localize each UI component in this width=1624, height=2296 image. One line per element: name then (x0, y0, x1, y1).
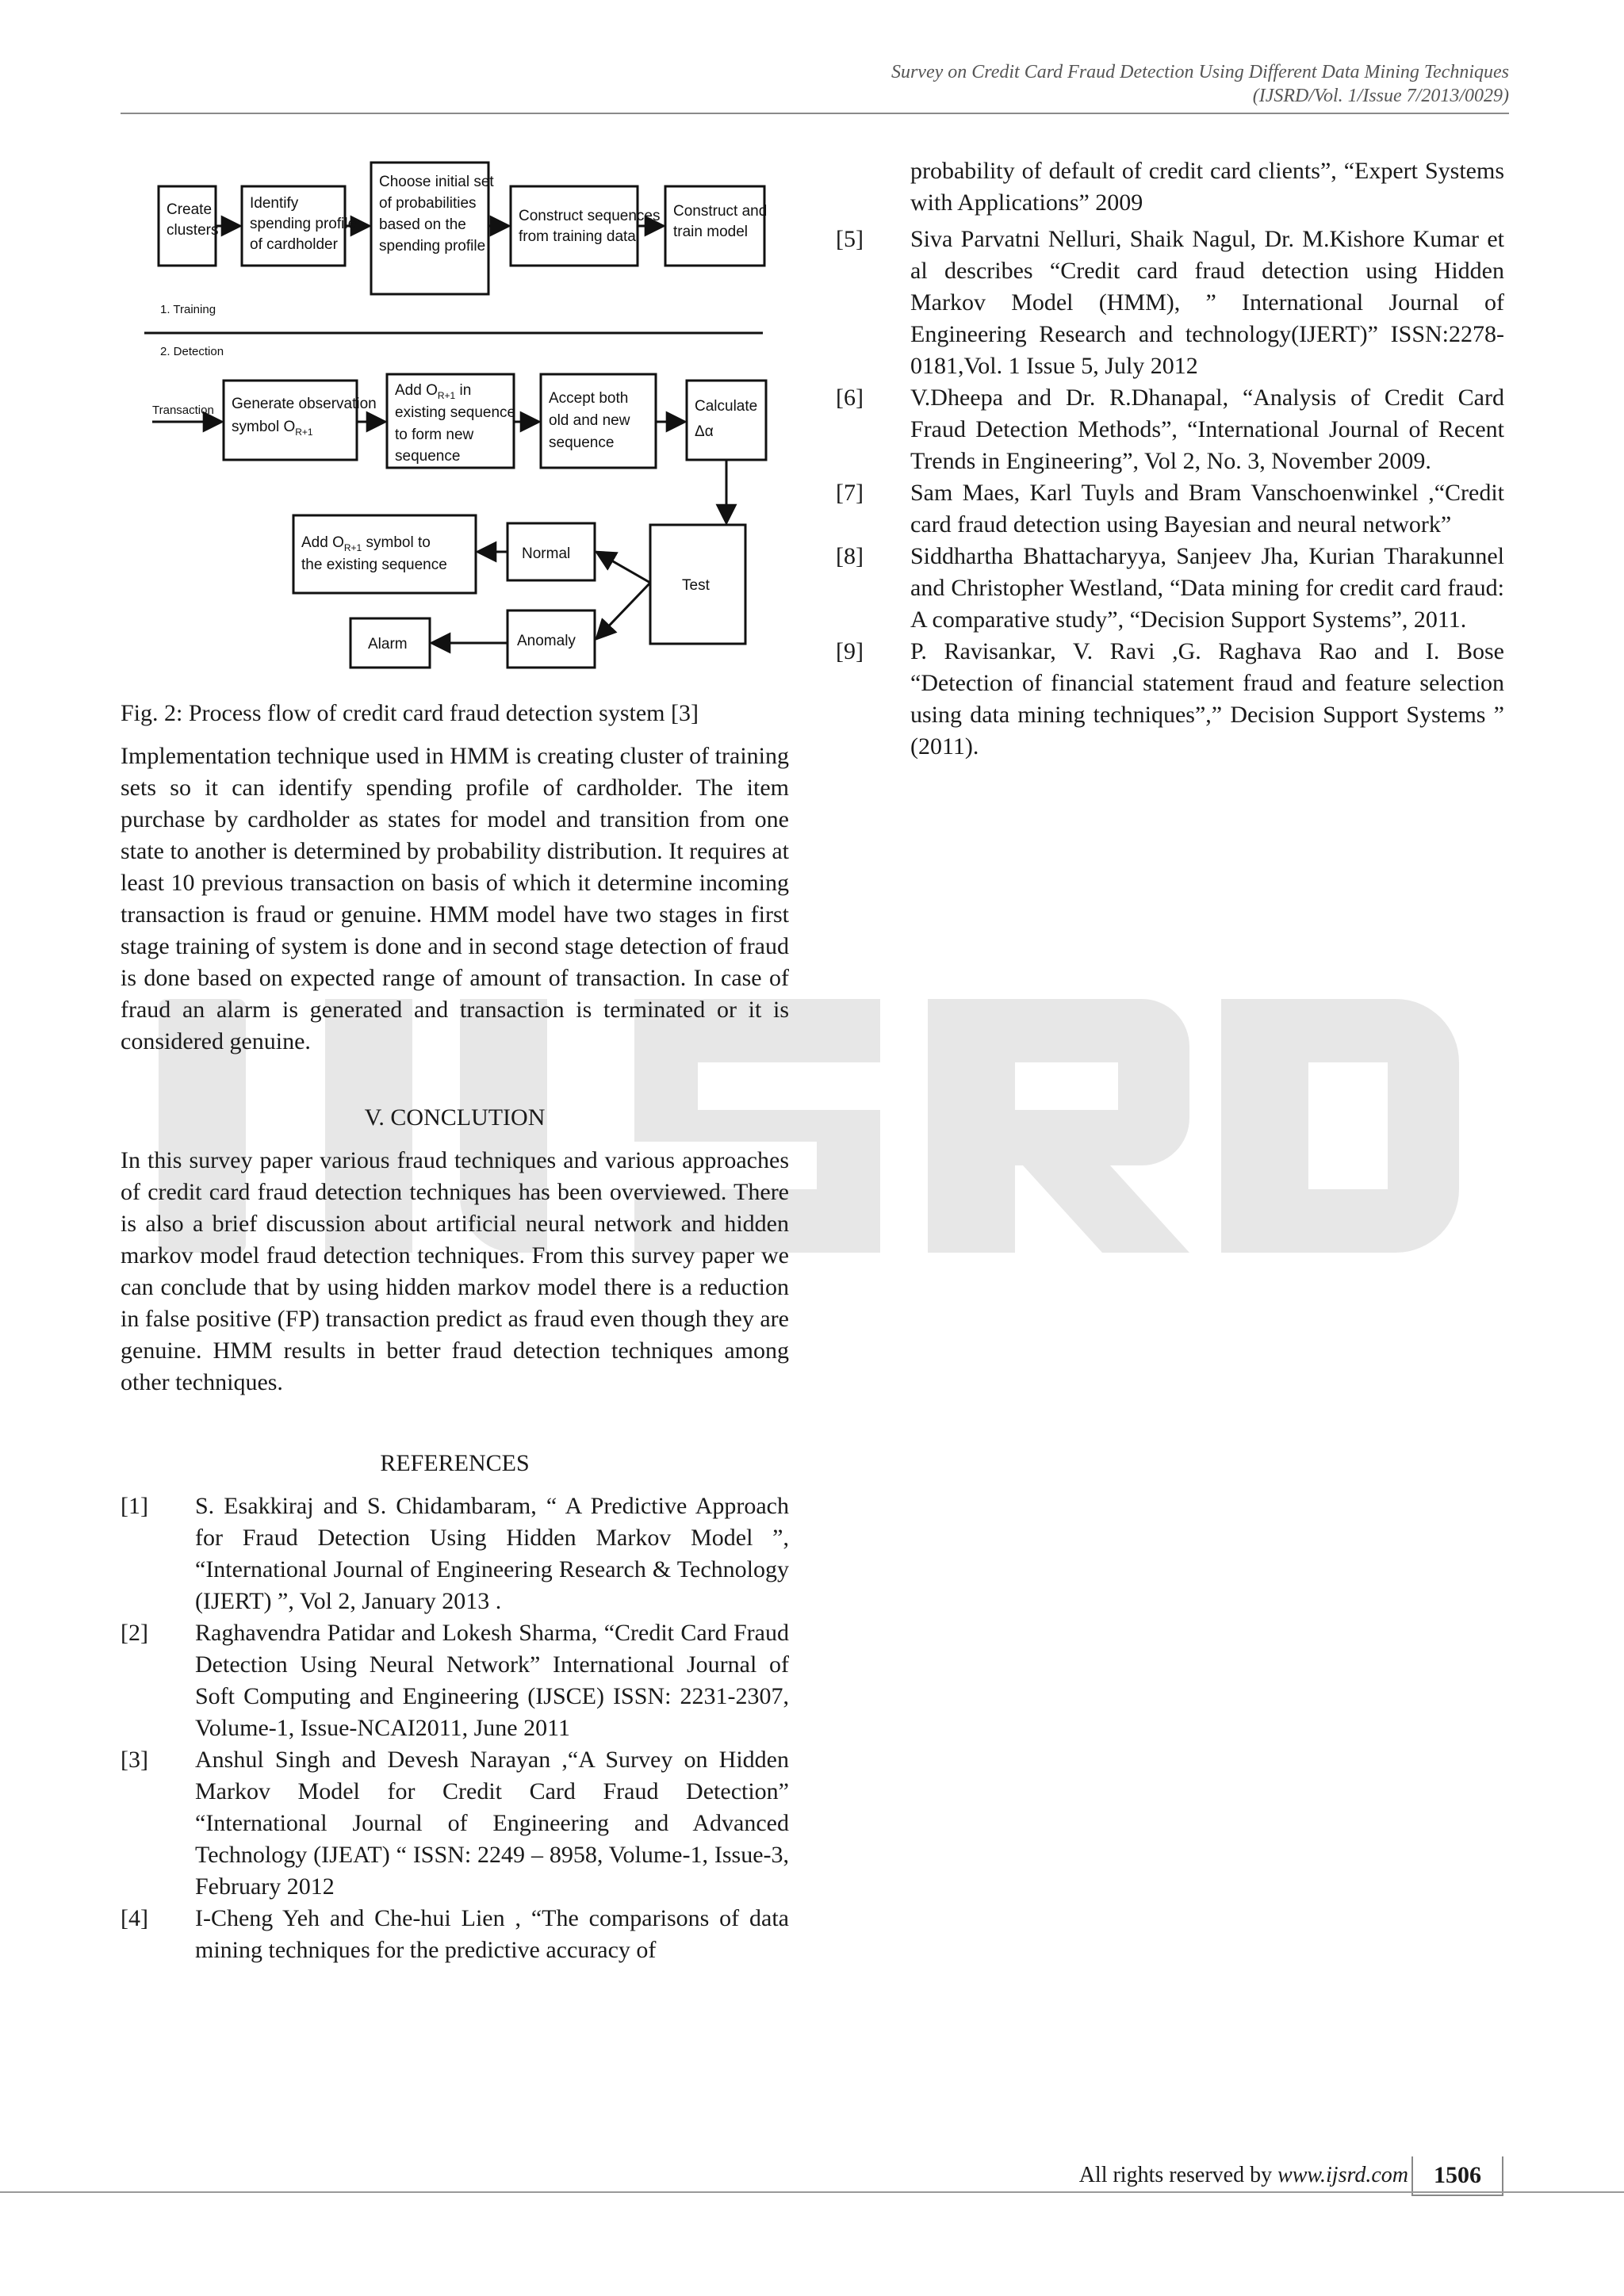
label-add-to-sequence: Add $O_{R+1}$ in (395, 382, 472, 401)
svg-text:to form new: to form new (395, 427, 474, 443)
reference-item (836, 477, 1504, 541)
reference-text: Sam Maes, Karl Tuyls and Bram Vanschoenwinkel ,“Credit card fraud detection using Bayesian and neural network” (910, 480, 1504, 538)
box-construct-sequences (511, 186, 638, 266)
body-paragraph: Implementation technique used in HMM is creating cluster of training sets so it can identify spending profile of cardholder. The item purchase by cardholder as states for model and transition from one state to another is determined by probability distribution. It requires at least 10 previous transaction on basis of which it determine incoming transaction is fraud or genuine. HMM model have two stages in first stage training of system is done and in second stage detection of fraud is done based on expected range of amount of transaction. In case of fraud an alarm is generated and transaction is terminated or it is considered genuine. (121, 743, 789, 1054)
label-alarm: Alarm (368, 636, 408, 652)
reference-item (121, 1490, 789, 1617)
page-footer (0, 2156, 1624, 2188)
reference-number: [3] (121, 1747, 148, 1773)
reference-text: Anshul Singh and Devesh Narayan ,“A Survey on Hidden Markov Model for Credit Card Fraud Detection” “International Journal of Engineering and Advanced Technology (IJEAT) “ ISSN: 2249 – 8958, Volume-1, Issue-3, February 2012 (195, 1747, 789, 1900)
label-construct-sequences: Construct sequences (519, 208, 661, 224)
label-identify-profile: Identify (250, 195, 299, 212)
label-training: 1. Training (160, 303, 216, 316)
box-calculate (687, 381, 766, 460)
svg-text:existing sequence: existing sequence (395, 404, 516, 421)
svg-text:clusters: clusters (167, 222, 219, 239)
reference-item (121, 1617, 789, 1744)
label-add-symbol-existing: Add $O_{R+1}$ symbol to (301, 534, 431, 553)
footer-site-link[interactable]: www.ijsrd.com (1277, 2163, 1408, 2187)
svg-text:spending profile: spending profile (250, 216, 357, 232)
reference-item (836, 541, 1504, 636)
reference-item (121, 1903, 789, 1966)
label-choose-probabilities: Choose initial set (379, 174, 494, 190)
footer-rule (0, 2191, 1624, 2193)
reference-item (836, 382, 1504, 477)
svg-text:of probabilities: of probabilities (379, 195, 477, 212)
running-header (891, 60, 1509, 108)
svg-text:spending profile: spending profile (379, 238, 486, 254)
reference-continuation: probability of default of credit card clients”, “Expert Systems with Applications” 2009 (910, 158, 1504, 216)
svg-text:train model: train model (673, 224, 748, 240)
process-flow-diagram (121, 151, 789, 698)
reference-text: Siva Parvatni Nelluri, Shaik Nagul, Dr. M.Kishore Kumar et al describes “Credit card fraud detection using Hidden Markov Model (HMM), ” International Journal of Engineering Research and technology(IJERT)” ISSN:2278-0181,Vol. 1 Issue 5, July 2012 (910, 226, 1504, 379)
reference-number: [7] (836, 480, 864, 506)
reference-item (836, 636, 1504, 763)
reference-number: [8] (836, 543, 864, 569)
figure-process-flow (121, 151, 789, 698)
header-rule (121, 113, 1509, 114)
svg-text:sequence: sequence (395, 448, 461, 465)
svg-text:from training data: from training data (519, 228, 636, 245)
label-transaction: Transaction (152, 404, 214, 417)
svg-text:symbol OR+1: symbol $O_{R+1}$ (232, 419, 313, 438)
figure-caption: Fig. 2: Process flow of credit card fraud detection system [3] (121, 700, 699, 726)
reference-text: I-Cheng Yeh and Che-hui Lien , “The comparisons of data mining techniques for the predictive accuracy of (195, 1905, 789, 1963)
right-column (836, 155, 1504, 763)
label-generate-symbol: Generate observation (232, 396, 377, 412)
reference-number: [1] (121, 1493, 148, 1519)
header-issue: (IJSRD/Vol. 1/Issue 7/2013/0029) (1252, 86, 1509, 106)
footer-rights (1079, 2163, 1408, 2188)
reference-text: V.Dheepa and Dr. R.Dhanapal, “Analysis of Credit Card Fraud Detection Methods”, “International Journal of Recent Trends in Engineering”, Vol 2, No. 3, November 2009. (910, 385, 1504, 474)
svg-text:sequence: sequence (549, 434, 615, 451)
label-normal: Normal (522, 545, 571, 562)
reference-item (121, 1744, 789, 1903)
left-column (121, 151, 789, 1966)
footer-prefix: All rights reserved by (1078, 2163, 1278, 2187)
section-heading-conclusion: V. CONCLUTION (364, 1104, 546, 1131)
reference-number: [4] (121, 1905, 148, 1931)
reference-text: Raghavendra Patidar and Lokesh Sharma, “Credit Card Fraud Detection Using Neural Network” International Journal of Soft Computing and Engineering (IJSCE) ISSN: 2231-2307, Volume-1, Issue-NCAI2011, June 2011 (195, 1620, 789, 1741)
reference-text: Siddhartha Bhattacharyya, Sanjeev Jha, Kurian Tharakunnel and Christopher Westland, “Data mining for credit card fraud: A comparative study”, “Decision Support Systems”, 2011. (910, 543, 1504, 633)
header-title: Survey on Credit Card Fraud Detection Using Different Data Mining Techniques (891, 62, 1509, 82)
svg-text:of cardholder: of cardholder (250, 236, 338, 253)
page-number: 1506 (1411, 2156, 1503, 2196)
svg-text:old and new: old and new (549, 412, 630, 429)
label-construct-train-model: Construct and (673, 203, 768, 220)
svg-text:the existing sequence: the existing sequence (301, 557, 447, 573)
references-heading: REFERENCES (380, 1450, 530, 1476)
label-detection: 2. Detection (160, 345, 224, 358)
reference-text: S. Esakkiraj and S. Chidambaram, “ A Predictive Approach for Fraud Detection Using Hidden Markov Model ”, “International Journal of Engineering Research & Technology (IJERT) ”, Vol 2, January 2013 . (195, 1493, 789, 1614)
reference-number: [6] (836, 385, 864, 411)
label-calculate: Calculate (695, 398, 758, 415)
svg-text:Δα: Δα (695, 423, 714, 440)
label-test: Test (682, 577, 710, 594)
box-add-symbol-existing (293, 515, 476, 593)
label-anomaly: Anomaly (517, 633, 576, 649)
label-accept-both: Accept both (549, 390, 629, 407)
reference-item (836, 224, 1504, 382)
label-create-clusters: Create (167, 201, 213, 218)
conclusion-paragraph: In this survey paper various fraud techniques and various approaches of credit card fraud detection techniques has been overviewed. There is also a brief discussion about artificial neural network and hidden markov model fraud detection techniques. From this survey paper we can conclude that by using hidden markov model there is a reduction in false positive (FP) transaction predict as fraud even though they are genuine. HMM results in better fraud detection techniques among other techniques. (121, 1147, 789, 1395)
reference-number: [9] (836, 638, 864, 664)
reference-number: [2] (121, 1620, 148, 1646)
svg-text:based on the: based on the (379, 216, 466, 233)
reference-text: P. Ravisankar, V. Ravi ,G. Raghava Rao and I. Bose “Detection of financial statement fraud and feature selection using data mining techniques”,” Decision Support Systems ” (2011). (910, 638, 1504, 760)
reference-number: [5] (836, 226, 864, 252)
